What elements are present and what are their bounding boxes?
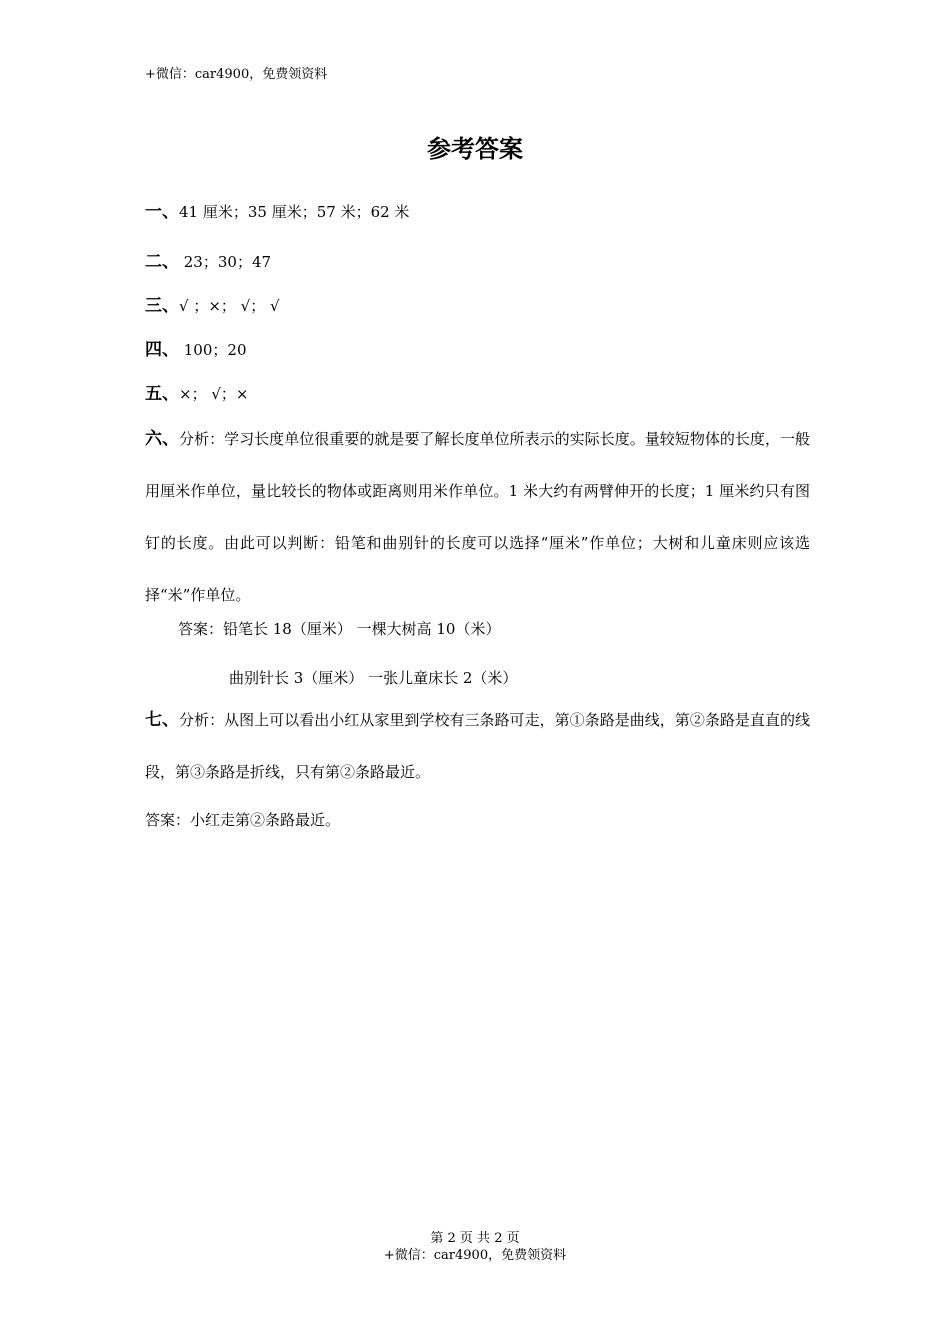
- page-number: 第 2 页 共 2 页: [430, 1231, 520, 1246]
- answer-4-text: 100；20: [179, 341, 247, 359]
- answer-3-text: √ ；×； √； √: [179, 297, 280, 315]
- q6-answer-line-2: 曲别针长 3（厘米） 一张儿童床长 2（米）: [229, 669, 518, 687]
- answer-2-text: 23；30；47: [179, 253, 272, 271]
- q6-analysis-text: 分析：学习长度单位很重要的就是要了解长度单位所表示的实际长度。量较短物体的长度，一般用厘米作单位，量比较长的物体或距离则用米作单位。1 米大约有两臂伸开的长度；1 厘米约只有图钉的长度。由此可以判断：铅笔和曲别针的长度可以选择“厘米”作单位；大树和儿童床则应该选择“米”作单位。: [145, 430, 810, 604]
- answer-4-number: 四、: [145, 340, 179, 360]
- q7-answer: 答案：小红走第②条路最近。: [145, 811, 341, 829]
- q6-analysis: [145, 413, 810, 621]
- answer-3: [145, 295, 280, 317]
- answer-2-number: 二、: [145, 252, 179, 272]
- q6-number: 六、: [145, 429, 180, 449]
- q7-number: 七、: [145, 710, 180, 730]
- page-title: 参考答案: [427, 135, 523, 163]
- q7-analysis: [145, 694, 810, 798]
- answer-2: [145, 251, 271, 273]
- answer-1: [145, 201, 409, 223]
- q7-analysis-text: 分析：从图上可以看出小红从家里到学校有三条路可走，第①条路是曲线，第②条路是直直的线段，第③条路是折线，只有第②条路最近。: [145, 711, 810, 781]
- answer-1-text: 41 厘米；35 厘米；57 米；62 米: [179, 203, 410, 221]
- header-note: +微信：car4900，免费领资料: [145, 67, 328, 82]
- answer-5-number: 五、: [145, 384, 179, 404]
- answer-5: [145, 383, 248, 405]
- answer-1-number: 一、: [145, 202, 179, 222]
- answer-3-number: 三、: [145, 296, 179, 316]
- answer-5-text: ×； √；×: [179, 385, 249, 403]
- q6-answer-line-1: 答案：铅笔长 18（厘米） 一棵大树高 10（米）: [178, 620, 501, 638]
- footer-note: +微信：car4900，免费领资料: [383, 1248, 567, 1263]
- answer-4: [145, 339, 247, 361]
